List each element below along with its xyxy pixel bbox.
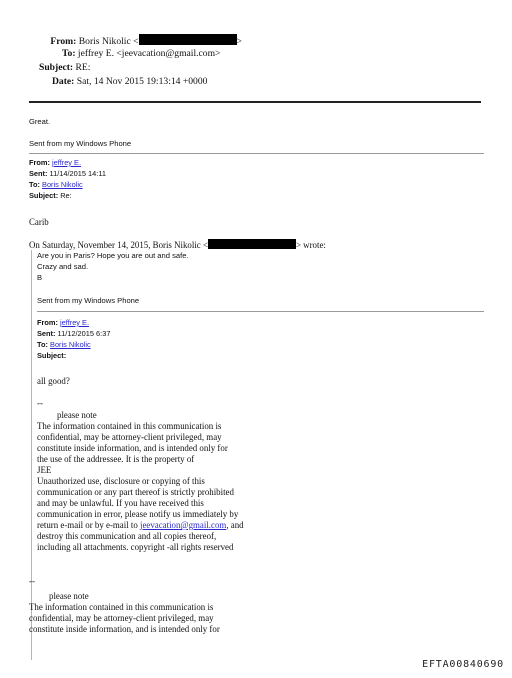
header-subject-value: RE: [75, 62, 91, 73]
meta-from-label: From: [29, 158, 50, 167]
header-from-label: From: [50, 36, 77, 47]
disclaimer-line: Unauthorized use, disclosure or copying of this [37, 476, 205, 486]
disclaimer-line: JEE [37, 465, 52, 475]
disclaimer-line: The information contained in this communication is [37, 421, 222, 431]
please-note: please note [49, 591, 89, 601]
quoted-line: B [37, 273, 43, 282]
header-subject-label: Subject: [39, 62, 74, 73]
meta-to-row [37, 340, 91, 350]
meta-from-link[interactable]: jeffrey E. [60, 318, 90, 327]
disclaimer-line: the use of the addressee. It is the property of [37, 454, 195, 464]
header-to-value: jeffrey E. <jeevacation@gmail.com> [77, 48, 221, 59]
quote-bar [31, 250, 32, 660]
meta-subject-row [37, 351, 66, 361]
quote-divider [29, 153, 484, 154]
disclaimer-line: including all attachments. copyright -all rights reserved [37, 542, 234, 552]
meta-to-label: To: [37, 340, 48, 349]
disclaimer-line: confidential, may be attorney-client privileged, may [37, 432, 222, 442]
notify-prefix: return e-mail or by e-mail to [37, 520, 141, 530]
disclaimer-line: The information contained in this communication is [29, 602, 214, 612]
quote-divider [37, 311, 484, 312]
meta-sent-label: Sent: [37, 329, 56, 338]
header-divider [29, 101, 481, 103]
header-from-value: Boris Nikolic < [78, 36, 139, 47]
header-to-label: To: [62, 48, 76, 59]
meta-to-link[interactable]: Boris Nikolic [50, 340, 91, 349]
meta-subject-label: Subject: [29, 191, 59, 200]
disclaimer-line: constitute inside information, and is intended only for [29, 624, 220, 634]
reply-text: Great. [29, 117, 51, 126]
disclaimer-line: communication in error, please notify us immediately by [37, 509, 239, 519]
meta-subject-value: Re: [60, 191, 72, 200]
meta-sent-row [29, 169, 106, 179]
meta-subject-label: Subject: [37, 351, 67, 360]
disclaimer-line: confidential, may be attorney-client privileged, may [29, 613, 214, 623]
message-text: Carib [29, 217, 49, 227]
wrote-prefix: On Saturday, November 14, 2015, Boris Nikolic < [29, 240, 208, 250]
meta-to-label: To: [29, 180, 40, 189]
quoted-message: all good? [37, 376, 70, 386]
signature-dash: -- [37, 398, 43, 408]
meta-subject-row [29, 191, 72, 201]
meta-sent-label: Sent: [29, 169, 48, 178]
header-to-row [62, 48, 220, 59]
meta-to-link[interactable]: Boris Nikolic [42, 180, 83, 189]
redaction-box [139, 34, 237, 45]
meta-from-row [29, 158, 81, 168]
header-from-row [48, 34, 242, 47]
signature-dash: -- [29, 576, 35, 586]
meta-from-row [37, 318, 89, 328]
meta-sent-value: 11/14/2015 14:11 [49, 169, 106, 178]
disclaimer-line: destroy this communication and all copies thereof, [37, 531, 217, 541]
disclaimer-line: constitute inside information, and is intended only for [37, 443, 228, 453]
disclaimer-line [37, 520, 244, 531]
wrote-line [29, 239, 326, 251]
header-date-label: Date: [52, 76, 75, 87]
header-from-tail: > [236, 36, 242, 47]
disclaimer-line: communication or any part thereof is strictly prohibited [37, 487, 234, 497]
email-link[interactable]: jeevacation@gmail.com [140, 520, 227, 530]
quoted-line: Crazy and sad. [37, 262, 89, 271]
meta-sent-value: 11/12/2015 6:37 [57, 329, 111, 338]
please-note: please note [57, 410, 97, 420]
meta-to-row [29, 180, 83, 190]
quoted-signature: Sent from my Windows Phone [37, 296, 140, 305]
document-id: EFTA00840690 [422, 659, 504, 670]
header-date-row [52, 76, 207, 87]
redaction-box [208, 239, 296, 249]
meta-from-link[interactable]: jeffrey E. [52, 158, 82, 167]
meta-from-label: From: [37, 318, 58, 327]
notify-suffix: , and [226, 520, 244, 530]
quoted-line: Are you in Paris? Hope you are out and safe. [37, 251, 189, 260]
wrote-suffix: > wrote: [295, 240, 326, 250]
header-date-value: Sat, 14 Nov 2015 19:13:14 +0000 [76, 76, 208, 87]
header-subject-row [39, 62, 90, 73]
reply-signature: Sent from my Windows Phone [29, 139, 132, 148]
disclaimer-line: and may be unlawful. If you have received this [37, 498, 204, 508]
meta-sent-row [37, 329, 110, 339]
